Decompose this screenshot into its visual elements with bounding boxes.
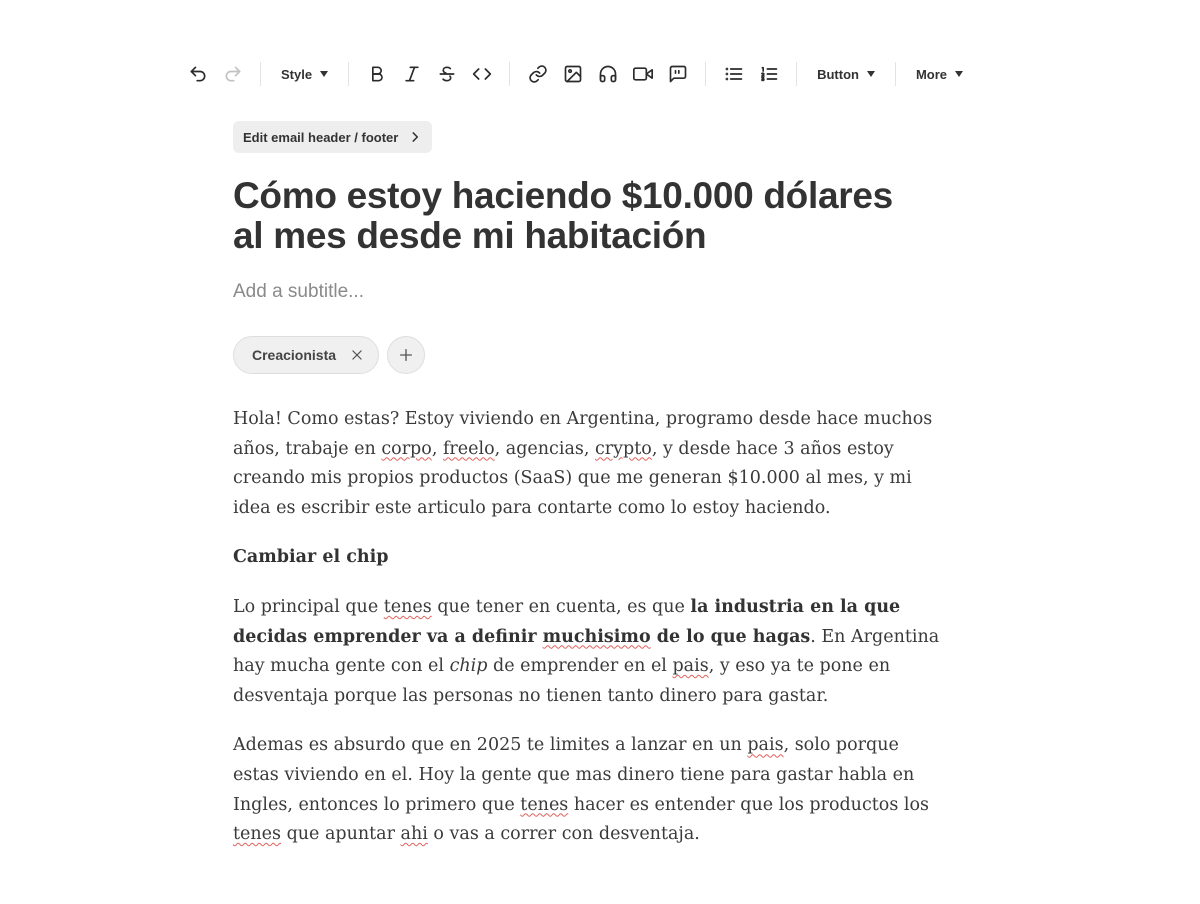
bold-text: de lo que hagas	[650, 626, 811, 647]
numbered-list-button[interactable]	[751, 56, 786, 92]
style-dropdown-label: Style	[281, 66, 313, 82]
italic-text: chip	[449, 656, 488, 677]
bold-icon	[367, 64, 387, 84]
paragraph-2: Lo principal que tenes que tener en cuenta, es que la industria en la que decidas emprender va a definir muchisimo de lo que hagas. En Argentina hay mucha gente con el chip de emprender en el pais, y eso ya te pone en desventaja porque las personas no tienen tanto dinero para gastar.	[233, 596, 940, 706]
misspelled-word: tenes	[233, 824, 281, 845]
quote-button[interactable]	[660, 56, 695, 92]
paragraph-1: Hola! Como estas? Estoy viviendo en Argentina, programo desde hace muchos años, trabaje en corpo, freelo, agencias, crypto, y desde hace 3 años estoy creando mis propios productos (SaaS) que me generan $10.000 al mes, y mi idea es escribir este articulo para contarte como lo estoy haciendo.	[233, 409, 933, 518]
misspelled-word: pais	[672, 656, 709, 677]
misspelled-word: tenes	[383, 596, 432, 617]
caret-down-icon	[320, 71, 328, 77]
italic-button[interactable]	[394, 56, 429, 92]
code-button[interactable]	[464, 56, 499, 92]
image-icon	[563, 64, 583, 84]
button-dropdown-label: Button	[817, 66, 859, 82]
numbered-list-icon	[759, 64, 779, 84]
tag-chip	[233, 336, 379, 374]
more-dropdown[interactable]	[906, 56, 973, 92]
redo-icon	[223, 64, 243, 84]
link-button[interactable]	[520, 56, 555, 92]
bullet-list-button[interactable]	[716, 56, 751, 92]
italic-icon	[402, 64, 422, 84]
edit-email-header-footer-button[interactable]	[233, 121, 432, 153]
misspelled-word: freelo	[442, 438, 495, 459]
toolbar-divider	[895, 62, 896, 86]
tags-row	[233, 336, 425, 374]
strikethrough-icon	[437, 64, 457, 84]
misspelled-word: tenes	[520, 794, 569, 815]
audio-button[interactable]	[590, 56, 625, 92]
misspelled-word: corpo	[381, 438, 432, 459]
style-dropdown[interactable]	[271, 56, 338, 92]
bold-text: la industria en la que decidas emprender va a definir	[233, 596, 901, 647]
toolbar-divider	[705, 62, 706, 86]
paragraph-3: Ademas es absurdo que en 2025 te limites a lanzar en un pais, solo porque estas viviendo en el. Hoy la gente que mas dinero tiene para gastar habla en Ingles, entonces lo primero que tenes hacer es entender que los productos los tenes que apuntar ahi o vas a correr con desventaja.	[233, 735, 929, 845]
toolbar-divider	[348, 62, 349, 86]
misspelled-word: muchisimo	[542, 626, 651, 647]
misspelled-word: ahi	[400, 824, 428, 845]
caret-down-icon	[867, 71, 875, 77]
quote-icon	[668, 64, 688, 84]
redo-button[interactable]	[215, 56, 250, 92]
strikethrough-button[interactable]	[429, 56, 464, 92]
post-title[interactable]: Cómo estoy haciendo $10.000 dólares al mes desde mi habitación	[233, 175, 893, 256]
misspelled-word: crypto	[594, 438, 652, 459]
code-icon	[472, 64, 492, 84]
editor-toolbar	[180, 56, 973, 92]
undo-button[interactable]	[180, 56, 215, 92]
close-icon[interactable]	[350, 348, 364, 362]
bold-button[interactable]	[359, 56, 394, 92]
caret-down-icon	[955, 71, 963, 77]
audio-icon	[598, 64, 618, 84]
misspelled-word: pais	[747, 735, 784, 756]
undo-icon	[188, 64, 208, 84]
plus-icon	[398, 347, 414, 363]
image-button[interactable]	[555, 56, 590, 92]
edit-email-header-footer-label: Edit email header / footer	[243, 129, 399, 145]
chevron-right-icon	[408, 130, 422, 144]
post-body[interactable]	[233, 405, 945, 870]
video-icon	[633, 64, 653, 84]
toolbar-divider	[796, 62, 797, 86]
tag-label: Creacionista	[252, 347, 337, 363]
more-dropdown-label: More	[915, 66, 948, 82]
link-icon	[528, 64, 548, 84]
add-tag-button[interactable]	[387, 336, 425, 374]
toolbar-divider	[260, 62, 261, 86]
subtitle-input[interactable]: Add a subtitle...	[233, 281, 364, 302]
section-heading: Cambiar el chip	[233, 547, 389, 568]
video-button[interactable]	[625, 56, 660, 92]
bullet-list-icon	[724, 64, 744, 84]
button-dropdown[interactable]	[807, 56, 885, 92]
toolbar-divider	[509, 62, 510, 86]
